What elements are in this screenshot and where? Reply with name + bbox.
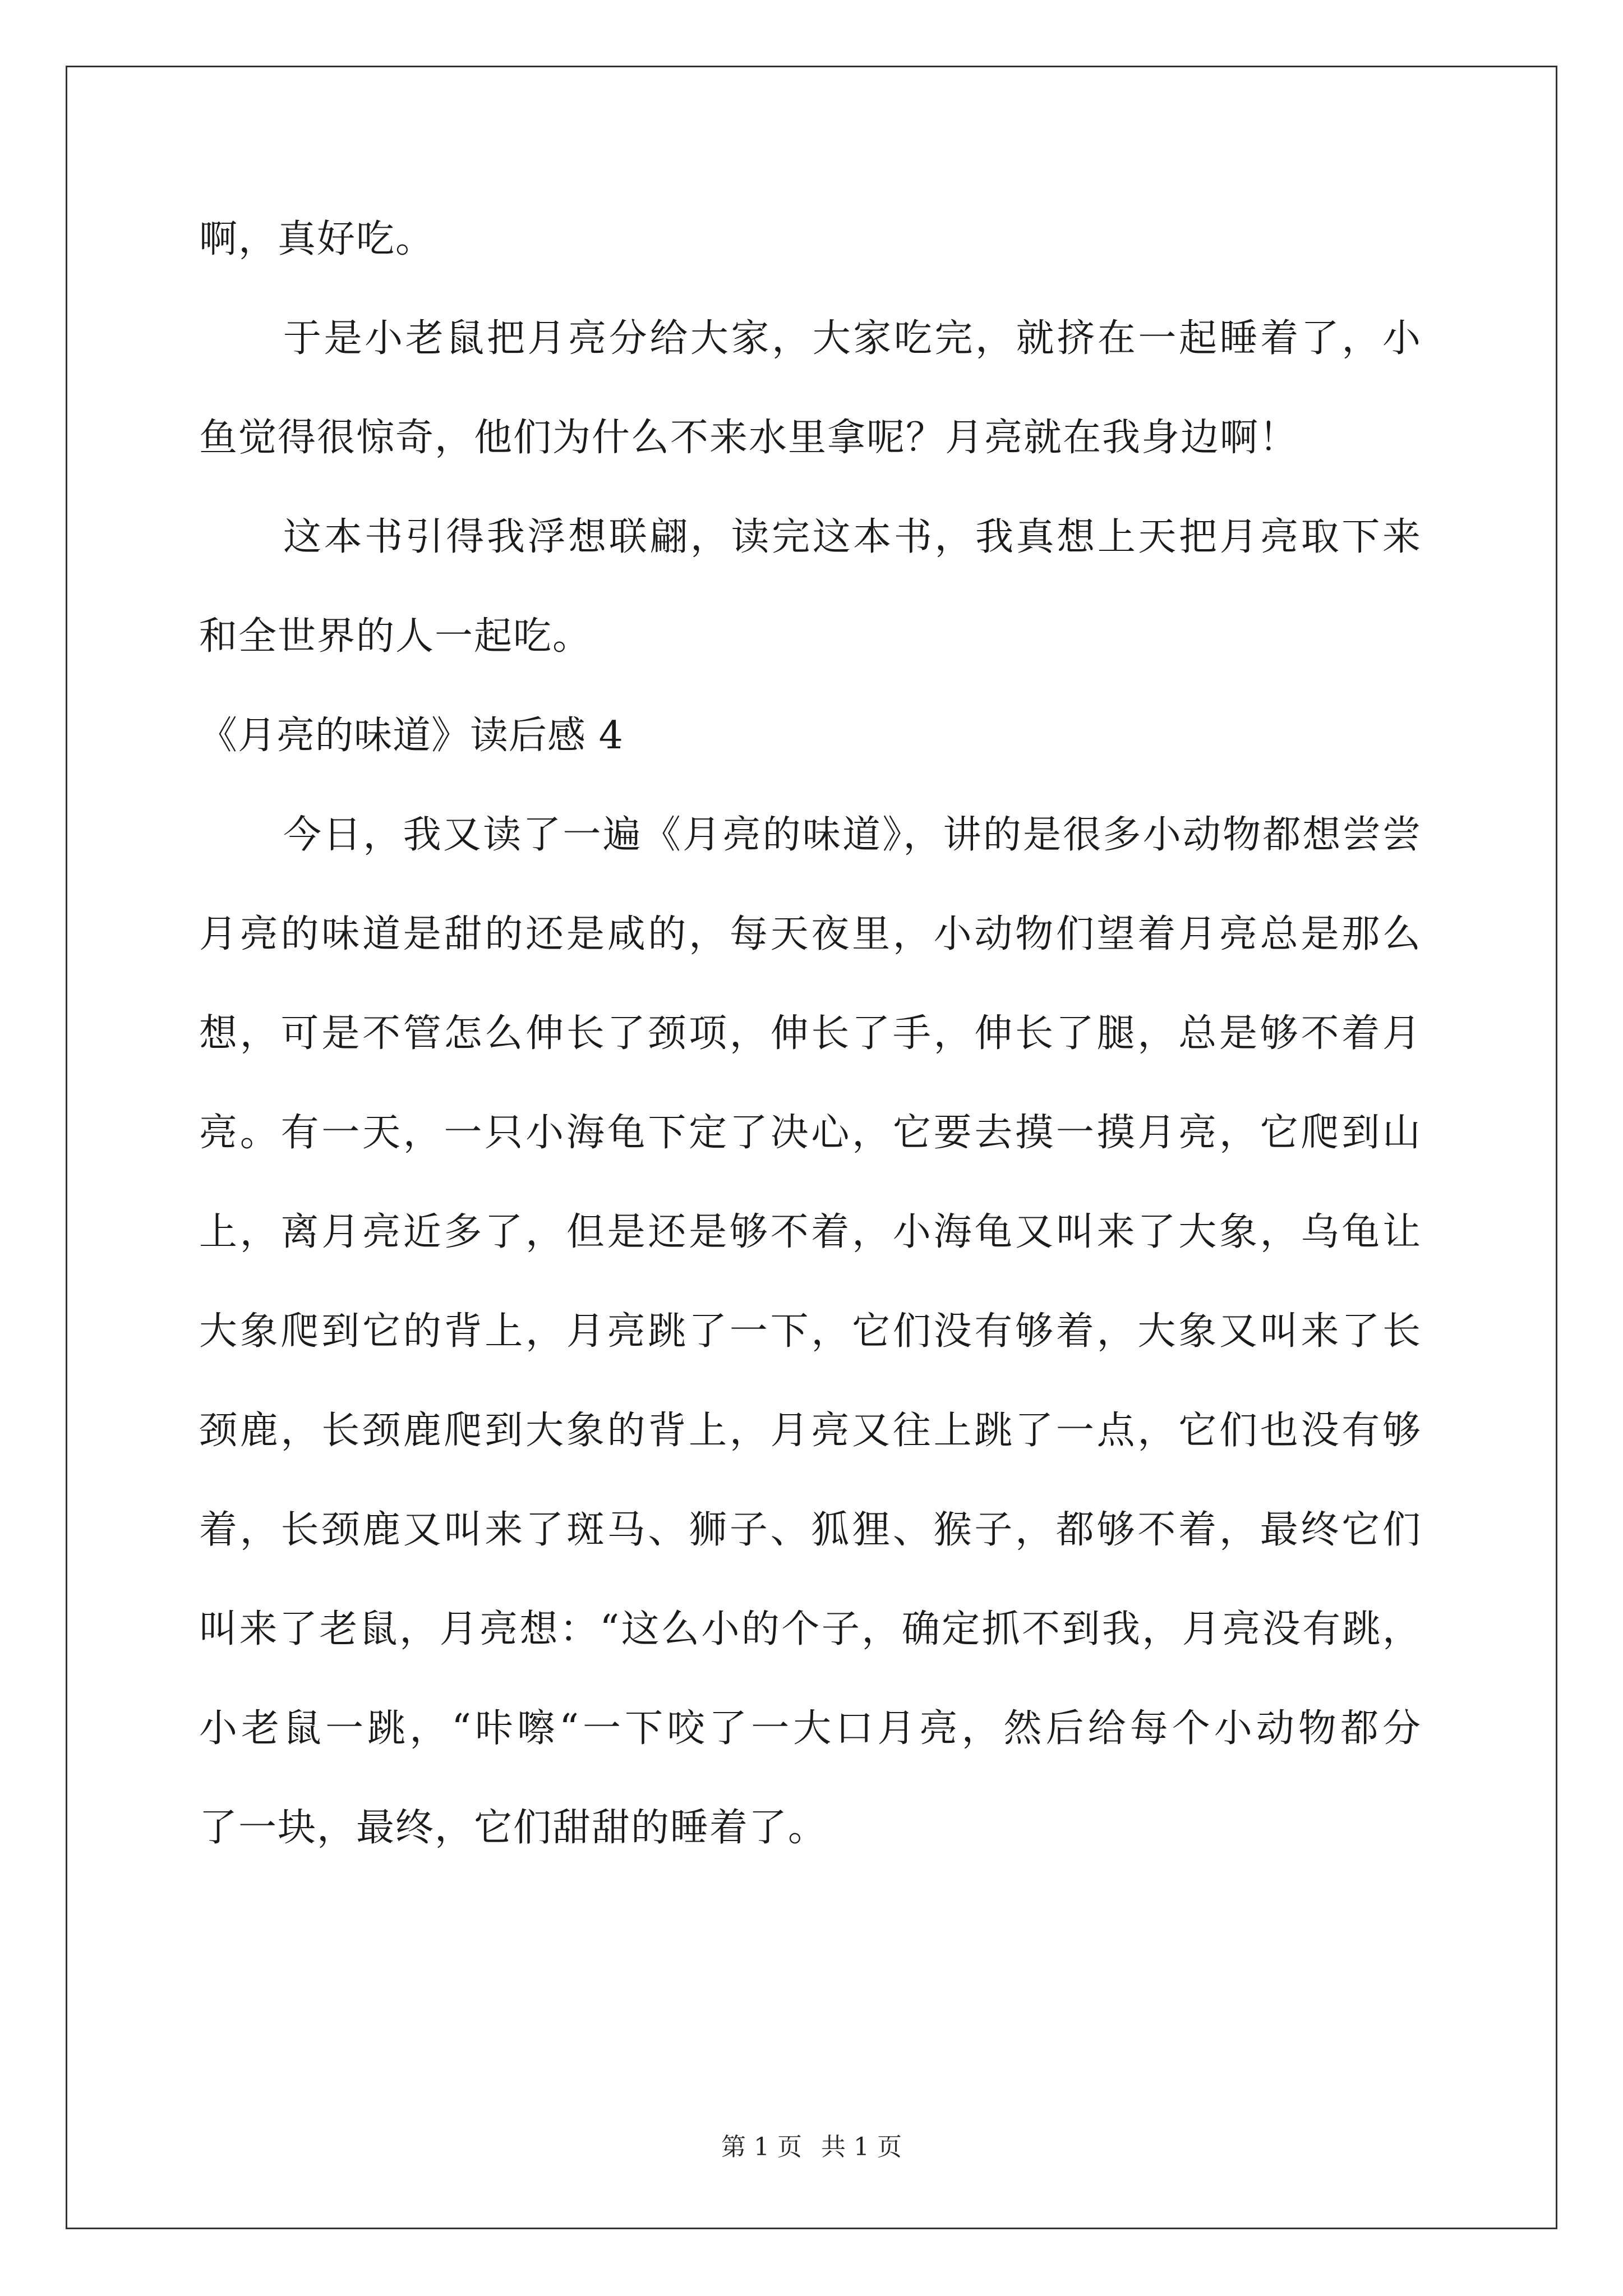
text-line: 小老鼠一跳，“咔嚓“一下咬了一大口月亮，然后给每个小动物都分 (199, 1706, 1422, 1751)
page-total: 共 1 页 (821, 2133, 902, 2161)
text-line: 上，离月亮近多了，但是还是够不着，小海龟又叫来了大象，乌龟让 (199, 1210, 1422, 1254)
section-heading: 《月亮的味道》读后感 4 (199, 714, 624, 758)
text-line: 鱼觉得很惊奇，他们为什么不来水里拿呢？月亮就在我身边啊！ (199, 416, 1299, 460)
text-line: 亮。有一天，一只小海龟下定了决心，它要去摸一摸月亮，它爬到山 (199, 1111, 1422, 1155)
text-line: 啊，真好吃。 (199, 217, 435, 261)
text-line: 叫来了老鼠，月亮想：“这么小的个子，确定抓不到我，月亮没有跳， (199, 1607, 1422, 1651)
text-line: 和全世界的人一起吃。 (199, 614, 592, 659)
text-line: 颈鹿，长颈鹿爬到大象的背上，月亮又往上跳了一点，它们也没有够 (199, 1409, 1422, 1453)
paragraph-start-line: 于是小老鼠把月亮分给大家，大家吃完，就挤在一起睡着了，小 (283, 316, 1422, 361)
text-line: 着，长颈鹿又叫来了斑马、狮子、狐狸、猴子，都够不着，最终它们 (199, 1508, 1422, 1552)
text-line: 想，可是不管怎么伸长了颈项，伸长了手，伸长了腿，总是够不着月 (199, 1011, 1422, 1056)
paragraph-start-line: 今日，我又读了一遍《月亮的味道》，讲的是很多小动物都想尝尝 (283, 813, 1422, 857)
text-line: 了一块，最终，它们甜甜的睡着了。 (199, 1806, 828, 1850)
page-number: 第 1 页 (721, 2133, 802, 2161)
text-line: 月亮的味道是甜的还是咸的，每天夜里，小动物们望着月亮总是那么 (199, 912, 1422, 956)
text-line: 大象爬到它的背上，月亮跳了一下，它们没有够着，大象又叫来了长 (199, 1309, 1422, 1354)
page-footer (0, 2131, 1623, 2164)
paragraph-start-line: 这本书引得我浮想联翩，读完这本书，我真想上天把月亮取下来 (283, 515, 1422, 559)
document-body (199, 190, 1422, 1878)
